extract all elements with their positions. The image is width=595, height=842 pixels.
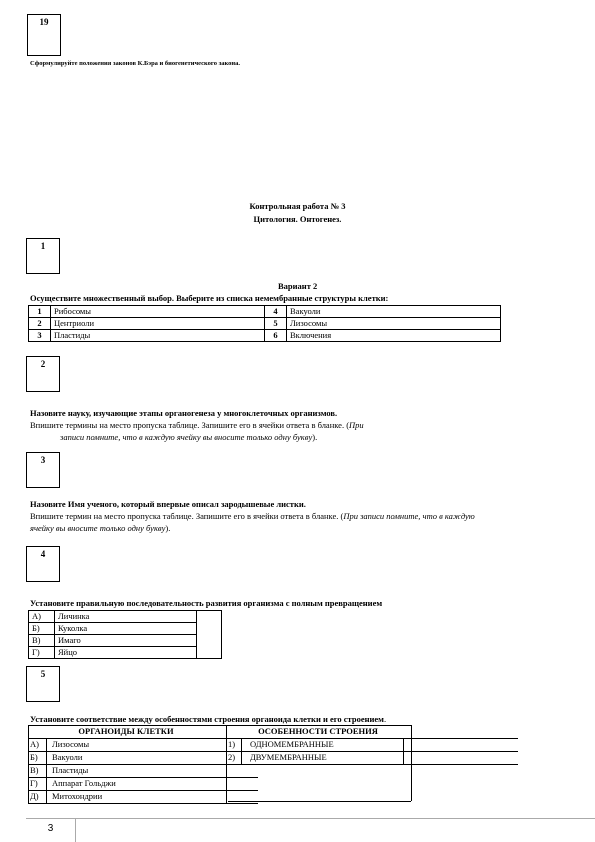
list-item: Г)	[30, 778, 38, 788]
cell-term: Центриоли	[51, 318, 265, 330]
cell-number: 4	[265, 306, 287, 318]
table-row	[29, 623, 222, 635]
instruction-3-cont: ячейку вы вносите только одну букву).	[30, 523, 171, 533]
cell-number: 5	[265, 318, 287, 330]
cell-number: 1	[29, 306, 51, 318]
question-number: 1	[40, 241, 46, 251]
structures-table	[28, 305, 501, 342]
instruction-2-cont: записи помните, что в каждую ячейку вы вносите только одну букву).	[60, 432, 318, 442]
page-subtitle: Цитология. Онтогенез.	[253, 214, 342, 224]
question-text-19: Сформулируйте положения законов К.Бэра и биогенетического закона.	[30, 60, 240, 67]
development-table	[28, 610, 222, 659]
list-item: В)	[30, 765, 39, 775]
footer-divider	[76, 818, 595, 819]
question-text-5: Установите соответствие между особенностями строения органоида клетки и его строением.	[30, 714, 387, 724]
cell-letter: А)	[29, 611, 55, 623]
list-item-term: Лизосомы	[52, 739, 90, 749]
instruction-2: Впишите термины на место пропуска таблице. Запишите его в ячейки ответа в бланке. (При	[30, 420, 364, 430]
question-text-2: Назовите науку, изучающие этапы органогенеза у многоклеточных организмов.	[30, 408, 338, 418]
matching-table	[28, 725, 518, 805]
list-item-term: ДВУМЕМБРАННЫЕ	[250, 752, 327, 762]
cell-number: 6	[265, 330, 287, 342]
list-item: 1)	[228, 739, 236, 749]
list-item-term: Пластиды	[52, 765, 89, 775]
answer-box-5[interactable]	[26, 666, 60, 702]
list-item-term: Аппарат Гольджи	[52, 778, 116, 788]
answer-box-3[interactable]	[26, 452, 60, 488]
list-item: Д)	[30, 791, 39, 801]
cell-letter: В)	[29, 635, 55, 647]
cell-term: Вакуоли	[287, 306, 501, 318]
table-row	[29, 647, 222, 659]
cell-term: Яйцо	[55, 647, 197, 659]
instruction-3: Впишите термин на место пропуска таблице. Запишите его в ячейки ответа в бланке. (При записи помните, что в каждую	[30, 511, 475, 521]
cell-letter: Г)	[29, 647, 55, 659]
cell-term: Пластиды	[51, 330, 265, 342]
column-header-organoids: ОРГАНОИДЫ КЛЕТКИ	[78, 726, 174, 736]
question-number: 19	[39, 17, 49, 27]
answer-box-2[interactable]	[26, 356, 60, 392]
table-row	[29, 635, 222, 647]
question-number: 2	[40, 359, 46, 369]
list-item: 2)	[228, 752, 236, 762]
list-item: Б)	[30, 752, 38, 762]
list-item: А)	[30, 739, 39, 749]
list-item-term: Митохондрии	[52, 791, 103, 801]
answer-box-19[interactable]	[27, 14, 61, 56]
list-item-term: ОДНОМЕМБРАННЫЕ	[250, 739, 334, 749]
question-text-4: Установите правильную последовательность развития организма с полным превращением	[30, 598, 383, 608]
question-text-3: Назовите Имя ученого, который впервые описал зародышевые листки.	[30, 499, 306, 509]
question-number: 5	[40, 669, 46, 679]
page-title: Контрольная работа № 3	[249, 201, 346, 211]
table-row	[29, 318, 501, 330]
question-number: 4	[40, 549, 46, 559]
list-item-term: Вакуоли	[52, 752, 83, 762]
question-text-1: Осуществите множественный выбор. Выберите из списка немембранные структуры клетки:	[30, 293, 389, 303]
cell-term: Имаго	[55, 635, 197, 647]
answer-box-1[interactable]	[26, 238, 60, 274]
cell-term: Личинка	[55, 611, 197, 623]
question-number: 3	[40, 455, 46, 465]
cell-number: 2	[29, 318, 51, 330]
cell-number: 3	[29, 330, 51, 342]
cell-letter: Б)	[29, 623, 55, 635]
table-row	[29, 330, 501, 342]
cell-term: Рибосомы	[51, 306, 265, 318]
table-row	[29, 306, 501, 318]
column-header-features: ОСОБЕННОСТИ СТРОЕНИЯ	[258, 726, 378, 736]
variant-label: Вариант 2	[278, 281, 318, 291]
cell-term: Лизосомы	[287, 318, 501, 330]
table-row	[29, 611, 222, 623]
cell-term: Куколка	[55, 623, 197, 635]
cell-term: Включения	[287, 330, 501, 342]
answer-box-4[interactable]	[26, 546, 60, 582]
cell-empty	[197, 611, 222, 659]
page-number: 3	[26, 818, 76, 842]
